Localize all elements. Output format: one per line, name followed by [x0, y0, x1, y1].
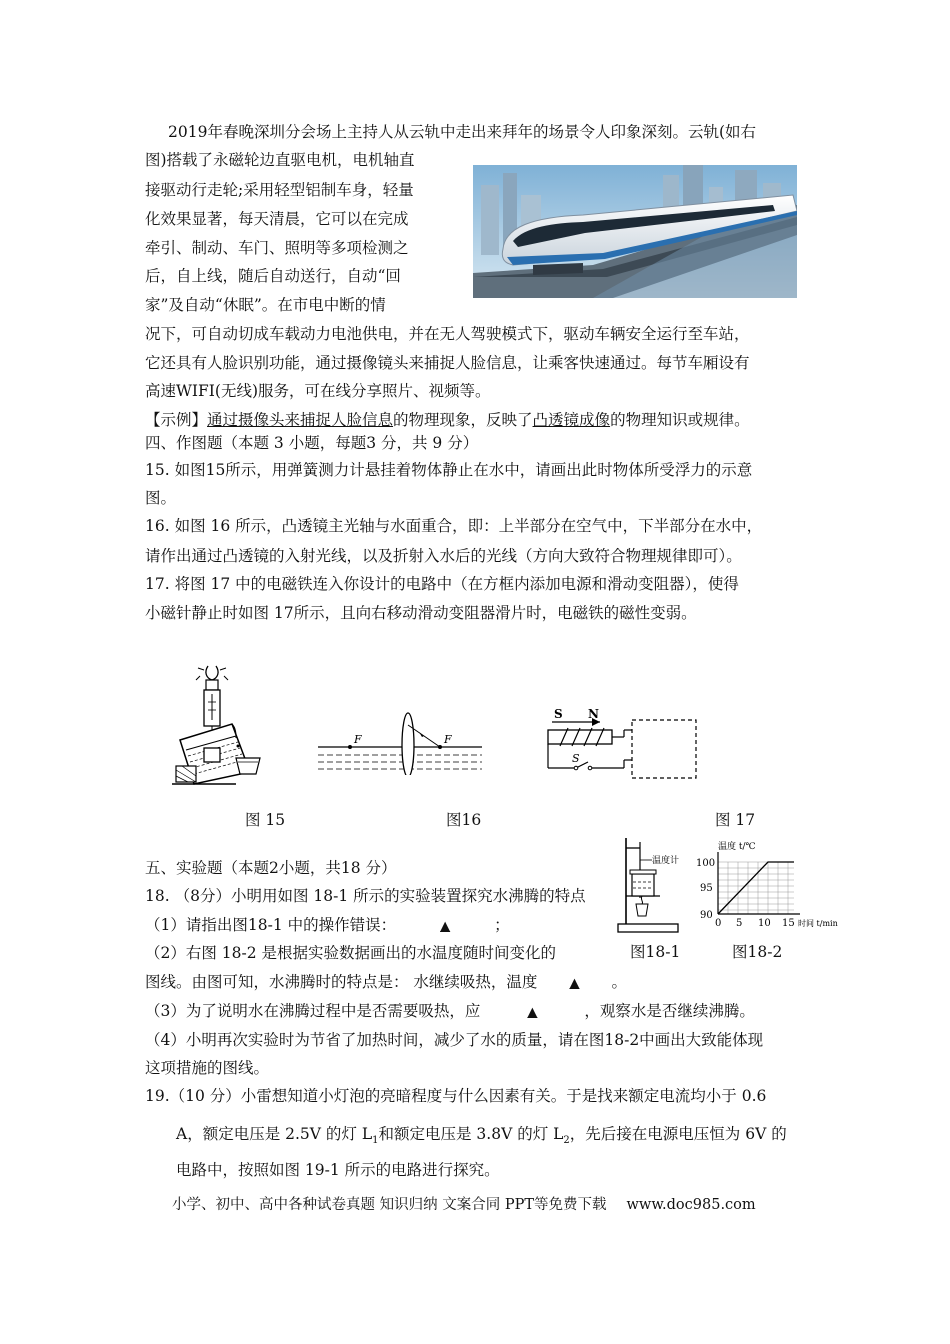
fig17-caption: 图 17 — [715, 811, 756, 829]
q18-blank-2[interactable] — [537, 972, 611, 994]
q16-line-2: 请作出通过凸透镜的入射光线，以及折射入水后的光线（方向大致符合物理规律即可）。 — [145, 547, 742, 565]
q18-part2-line1: （2）右图 18-2 是根据实验数据画出的水温度随时间变化的 — [145, 944, 557, 962]
example-mid: 的物理现象，反映了 — [393, 411, 533, 429]
q19-line-2 — [176, 1124, 787, 1151]
q18-blank-1[interactable] — [396, 915, 494, 937]
q18-part3-text: （3）为了说明水在沸腾过程中是否需要吸热，应 — [145, 1002, 481, 1020]
section4-title: 四、作图题（本题 3 小题，每题3 分，共 9 分） — [145, 434, 479, 452]
q18-part2-line2 — [145, 972, 627, 994]
fig18-1-caption: 图18-1 — [630, 943, 681, 961]
intro-line-1: 2019年春晚深圳分会场上主持人从云轨中走出来拜年的场景令人印象深刻。云轨(如右 — [168, 123, 756, 141]
q18-intro: 18. （8分）小明用如图 18-1 所示的实验装置探究水沸腾的特点 — [145, 887, 586, 905]
q15-line-2: 图。 — [145, 489, 177, 507]
q18-part1-end: ； — [494, 916, 510, 934]
fig18-2-caption: 图18-2 — [732, 943, 783, 961]
q18-part2-text: 图线。由图可知，水沸腾时的特点是： 水继续吸热，温度 — [145, 973, 538, 991]
intro-line-6: 后，自上线，随后自动送行，自动“回 — [145, 267, 401, 285]
q19-line-3: 电路中，按照如图 19-1 所示的电路进行探究。 — [176, 1161, 500, 1179]
figure-16 — [316, 705, 484, 775]
q18-part4-line1: （4）小明再次实验时为节省了加热时间，减少了水的质量，请在图18-2中画出大致能体现 — [145, 1031, 764, 1049]
q19-line2-c: ，先后接在电源电压恒为 6V 的 — [569, 1125, 787, 1143]
example-suffix: 的物理知识或规律。 — [610, 411, 750, 429]
example-phenomenon: 通过摄像头来捕捉人脸信息 — [207, 411, 394, 429]
q18-part1-text: （1）请指出图18-1 中的操作错误： — [145, 916, 397, 934]
figure-18-1 — [614, 832, 692, 936]
q19-line-1: 19.（10 分）小雷想知道小灯泡的亮暗程度与什么因素有关。于是找来额定电流均小于 0.6 — [145, 1087, 767, 1105]
fig16-focus-right: F — [444, 733, 452, 746]
q17-line-1: 17. 将图 17 中的电磁铁连入你设计的电路中（在方框内添加电源和滑动变阻器），使得 — [145, 575, 739, 593]
fig15-caption: 图 15 — [245, 811, 286, 829]
fig17-s-pole: S — [554, 707, 563, 721]
fig16-focus-left: F — [354, 733, 362, 746]
answer-blank-mark: ▲ — [527, 1005, 538, 1020]
intro-line-7: 家”及自动“休眠”。在市电中断的情 — [145, 296, 386, 314]
answer-blank-mark: ▲ — [440, 919, 451, 934]
q19-sub-2: 2 — [563, 1135, 570, 1147]
figure-15 — [170, 662, 265, 788]
y-tick-90: 90 — [700, 910, 713, 921]
fig17-n-pole: N — [588, 707, 599, 721]
x-tick-0: 0 — [715, 918, 722, 929]
example-knowledge: 凸透镜成像 — [532, 411, 611, 429]
thermometer-label: 温度计 — [652, 856, 680, 866]
fig16-caption: 图16 — [446, 811, 482, 829]
q19-sub-1: 1 — [372, 1135, 379, 1147]
intro-line-8: 况下，可自动切成车载动力电池供电，并在无人驾驶模式下，驱动车辆安全运行至车站， — [145, 325, 750, 343]
q18-part1 — [145, 915, 510, 937]
intro-line-5: 牵引、制动、车门、照明等多项检测之 — [145, 239, 409, 257]
graph-y-title: 温度 t/℃ — [718, 842, 756, 852]
footer-text: 小学、初中、高中各种试卷真题 知识归纳 文案合同 PPT等免费下载 — [172, 1197, 607, 1213]
section5-title: 五、实验题（本题2小题，共18 分） — [145, 859, 397, 877]
example-prefix: 【示例】 — [145, 411, 208, 429]
example-line — [145, 410, 750, 430]
q19-line2-b: 和额定电压是 3.8V 的灯 L — [378, 1125, 564, 1143]
q16-line-1: 16. 如图 16 所示，凸透镜主光轴与水面重合，即：上半部分在空气中，下半部分在水中， — [145, 517, 763, 535]
q18-blank-3[interactable] — [480, 1001, 584, 1023]
q18-part3-end: ，观察水是否继续沸腾。 — [584, 1002, 755, 1020]
q18-part2-end: 。 — [611, 973, 627, 991]
figure-18-2 — [692, 838, 844, 930]
temperature-curve — [718, 862, 794, 914]
q18-part4-line2: 这项措施的图线。 — [145, 1059, 270, 1077]
graph-grid — [718, 862, 794, 914]
monorail-photo — [473, 165, 797, 298]
q19-line2-a: A，额定电压是 2.5V 的灯 L — [176, 1125, 373, 1143]
intro-line-10: 高速WIFI(无线)服务，可在线分享照片、视频等。 — [145, 382, 491, 400]
y-tick-95: 95 — [700, 883, 713, 894]
footer-url[interactable]: www.doc985.com — [626, 1197, 756, 1213]
figure-17 — [540, 702, 700, 782]
x-tick-10: 10 — [758, 918, 771, 929]
answer-blank-mark: ▲ — [569, 976, 580, 991]
intro-line-3: 接驱动行走轮;采用轻型铝制车身，轻量 — [145, 181, 414, 199]
x-tick-5: 5 — [736, 918, 743, 929]
intro-line-9: 它还具有人脸识别功能，通过摄像镜头来捕捉人脸信息，让乘客快速通过。每节车厢设有 — [145, 354, 750, 372]
q18-part3 — [145, 1001, 755, 1023]
x-tick-15: 15 — [782, 918, 795, 929]
q17-line-2: 小磁针静止时如图 17所示，且向右移动滑动变阻器滑片时，电磁铁的磁性变弱。 — [145, 604, 697, 622]
q15-line-1: 15. 如图15所示，用弹簧测力计悬挂着物体静止在水中，请画出此时物体所受浮力的示意 — [145, 461, 753, 479]
y-tick-100: 100 — [696, 858, 716, 869]
intro-line-2: 图)搭载了永磁轮边直驱电机，电机轴直 — [145, 151, 415, 169]
footer — [172, 1195, 756, 1215]
intro-line-4: 化效果显著，每天清晨，它可以在完成 — [145, 210, 409, 228]
graph-x-title: 时间 t/min — [798, 919, 838, 928]
fig17-switch-label: S — [572, 752, 580, 765]
